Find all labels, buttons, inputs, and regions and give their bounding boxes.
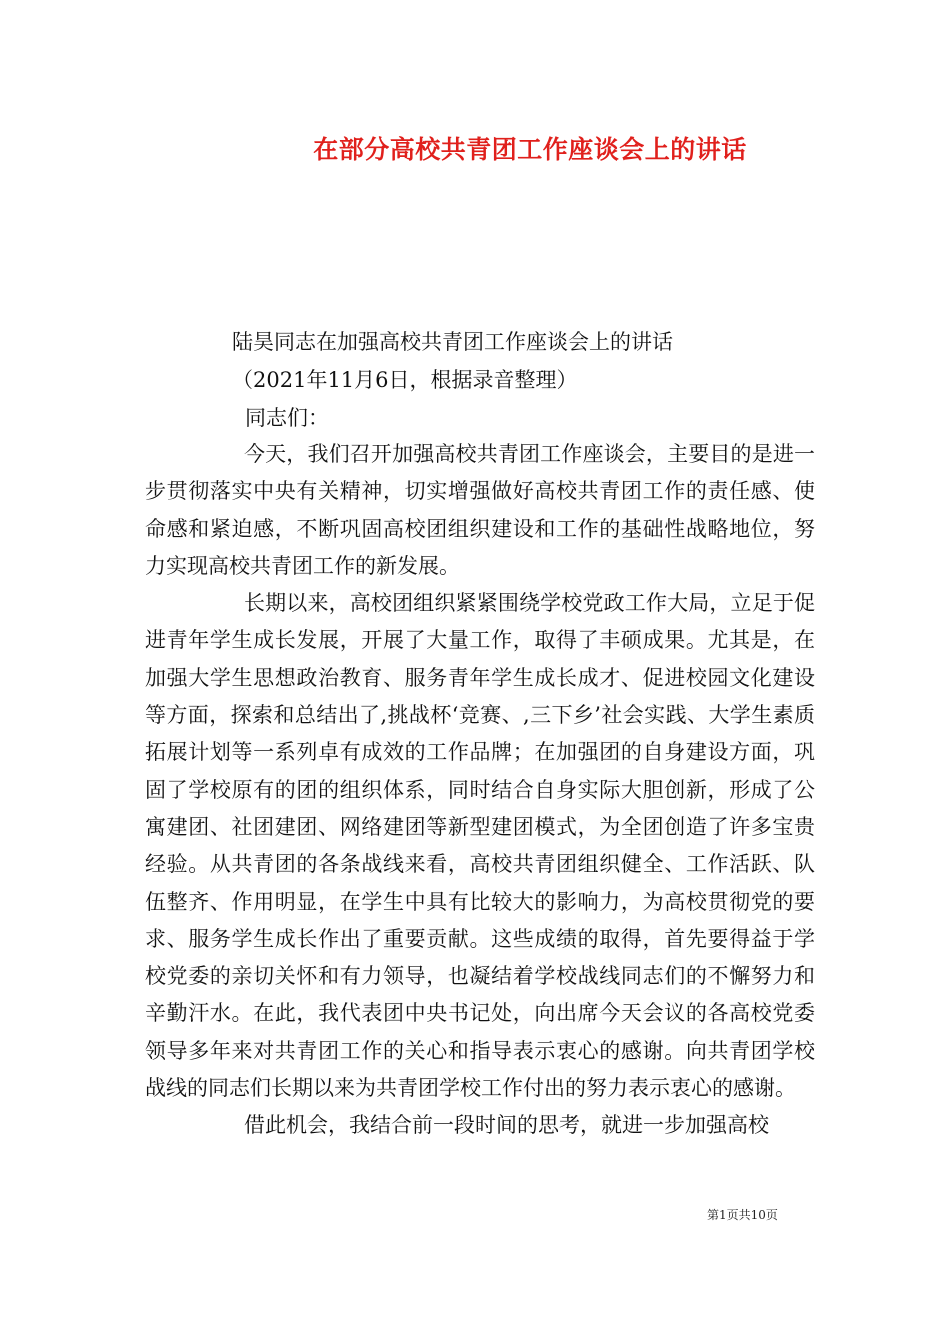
date-note: （2021年11月6日，根据录音整理） bbox=[232, 368, 578, 392]
speech-subtitle: 陆昊同志在加强高校共青团工作座谈会上的讲话 bbox=[232, 330, 673, 354]
paragraph-3: 借此机会，我结合前一段时间的思考，就进一步加强高校 bbox=[244, 1113, 769, 1138]
salutation: 同志们： bbox=[245, 406, 329, 430]
page-footer: 第1页共10页 bbox=[707, 1208, 778, 1222]
document-title: 在部分高校共青团工作座谈会上的讲话 bbox=[313, 135, 747, 164]
document-body bbox=[145, 436, 815, 1145]
paragraph-1: 今天，我们召开加强高校共青团工作座谈会，主要目的是进一步贯彻落实中央有关精神，切实增强做好高校共青团工作的责任感、使命感和紧迫感，不断巩固高校团组织建设和工作的基础性战略地位，努力实现高校共青团工作的新发展。 bbox=[145, 442, 815, 578]
paragraph-2: 长期以来，高校团组织紧紧围绕学校党政工作大局，立足于促进青年学生成长发展，开展了大量工作，取得了丰硕成果。尤其是，在加强大学生思想政治教育、服务青年学生成长成才、促进校园文化建设等方面，探索和总结出了,挑战杯‘竞赛、,三下乡’社会实践、大学生素质拓展计划等一系列卓有成效的工作品牌；在加强团的自身建设方面，巩固了学校原有的团的组织体系，同时结合自身实际大胆创新，形成了公寓建团、社团建团、网络建团等新型建团模式，为全团创造了许多宝贵经验。从共青团的各条战线来看，高校共青团组织健全、工作活跃、队伍整齐、作用明显，在学生中具有比较大的影响力，为高校贯彻党的要求、服务学生成长作出了重要贡献。这些成绩的取得，首先要得益于学校党委的亲切关怀和有力领导，也凝结着学校战线同志们的不懈努力和辛勤汗水。在此，我代表团中央书记处，向出席今天会议的各高校党委领导多年来对共青团工作的关心和指导表示衷心的感谢。向共青团学校战线的同志们长期以来为共青团学校工作付出的努力表示衷心的感谢。 bbox=[145, 591, 815, 1101]
